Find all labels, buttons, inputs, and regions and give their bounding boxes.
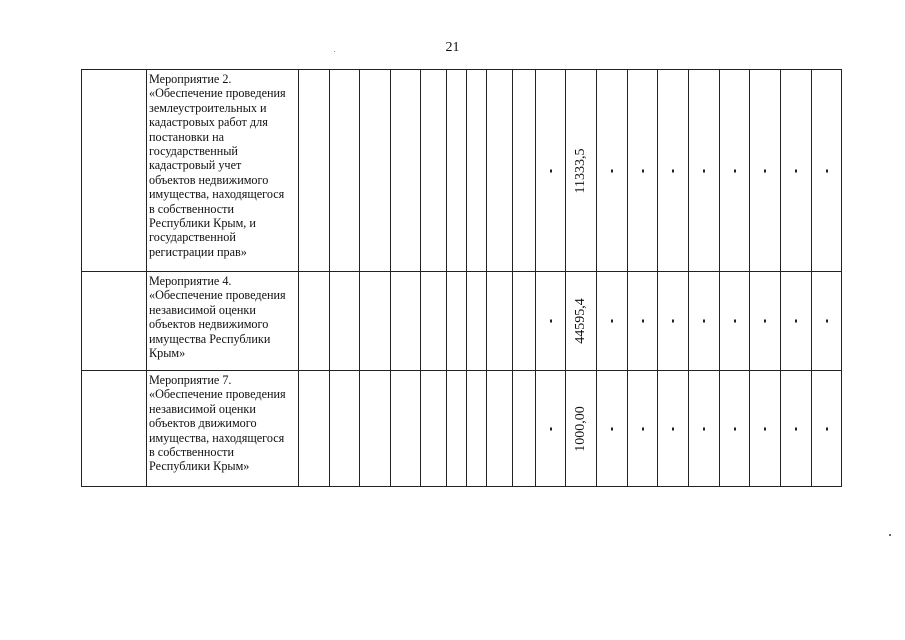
dash-cell	[750, 371, 781, 487]
scan-speck	[889, 534, 891, 536]
empty-cell	[467, 70, 487, 272]
empty-cell	[447, 371, 467, 487]
description-line: объектов недвижимого	[149, 317, 269, 332]
amount-value: 44595,4	[573, 298, 588, 344]
dash-mark	[550, 427, 552, 430]
dash-mark	[703, 169, 705, 172]
empty-cell	[487, 272, 513, 371]
empty-cell	[487, 371, 513, 487]
dash-mark	[672, 427, 674, 430]
page-number: 21	[445, 40, 460, 55]
description-line: Мероприятие 4.	[149, 274, 232, 288]
dash-mark	[642, 320, 644, 323]
empty-cell	[360, 70, 391, 272]
empty-cell	[330, 371, 360, 487]
budget-table	[81, 69, 842, 487]
empty-cell	[447, 272, 467, 371]
description-line: землеустроительных и	[149, 100, 267, 115]
dash-cell	[536, 70, 566, 272]
amount-cell	[566, 272, 597, 371]
dash-mark	[826, 427, 828, 430]
dash-cell	[720, 371, 750, 487]
dash-cell	[597, 272, 628, 371]
dash-mark	[826, 320, 828, 323]
amount-cell	[566, 70, 597, 272]
dash-cell	[536, 371, 566, 487]
description-line: государственной	[149, 230, 236, 245]
dash-cell	[628, 70, 658, 272]
amount-value: 1000,00	[573, 405, 588, 452]
dash-cell	[597, 371, 628, 487]
dash-mark	[795, 169, 797, 172]
dash-cell	[812, 272, 842, 371]
dash-mark	[611, 169, 613, 172]
empty-cell	[467, 272, 487, 371]
empty-cell	[299, 272, 330, 371]
description-line: в собственности	[149, 445, 235, 460]
dash-mark	[703, 427, 705, 430]
empty-cell	[467, 371, 487, 487]
dash-cell	[750, 272, 781, 371]
empty-cell	[299, 70, 330, 272]
dash-mark	[764, 320, 766, 323]
description-line: регистрации прав»	[149, 244, 247, 259]
table-row	[82, 272, 842, 371]
empty-cell	[513, 70, 536, 272]
dash-cell	[658, 272, 689, 371]
dash-mark	[611, 320, 613, 323]
description-line: независимой оценки	[149, 401, 256, 416]
dash-mark	[611, 427, 613, 430]
description-line: Мероприятие 7.	[149, 373, 232, 387]
dash-cell	[750, 70, 781, 272]
description-line: имущества Республики	[149, 331, 271, 346]
dash-mark	[703, 320, 705, 323]
amount-cell	[566, 371, 597, 487]
empty-cell	[330, 70, 360, 272]
description-line: имущества, находящегося	[149, 187, 285, 202]
dash-cell	[689, 272, 720, 371]
dash-cell	[720, 70, 750, 272]
dash-mark	[672, 320, 674, 323]
description-line: «Обеспечение проведения	[149, 288, 286, 303]
description-line: кадастровый учет	[149, 158, 242, 173]
dash-mark	[734, 320, 736, 323]
empty-cell	[391, 272, 421, 371]
table-row	[82, 70, 842, 272]
dash-cell	[781, 70, 812, 272]
dash-cell	[658, 371, 689, 487]
dash-cell	[781, 272, 812, 371]
dash-cell	[536, 272, 566, 371]
table-row	[82, 371, 842, 487]
description-line: кадастровых работ для	[149, 115, 268, 130]
empty-cell	[421, 371, 447, 487]
dash-mark	[795, 320, 797, 323]
description-line: Крым»	[149, 346, 186, 361]
dash-mark	[734, 169, 736, 172]
dash-cell	[597, 70, 628, 272]
description-line: Республики Крым»	[149, 459, 250, 474]
empty-cell	[391, 371, 421, 487]
dash-cell	[812, 371, 842, 487]
empty-cell	[391, 70, 421, 272]
description-line: Республики Крым, и	[149, 216, 256, 231]
description-line: «Обеспечение проведения	[149, 86, 286, 101]
empty-cell	[299, 371, 330, 487]
description-line: в собственности	[149, 201, 235, 216]
dash-cell	[689, 70, 720, 272]
description-line: независимой оценки	[149, 302, 256, 317]
dash-cell	[720, 272, 750, 371]
dash-mark	[795, 427, 797, 430]
dash-mark	[734, 427, 736, 430]
description-line: имущества, находящегося	[149, 430, 285, 445]
scan-speck	[334, 51, 335, 52]
amount-value: 11333,5	[573, 148, 588, 193]
dash-cell	[628, 371, 658, 487]
empty-cell	[360, 272, 391, 371]
description-line: «Обеспечение проведения	[149, 387, 286, 402]
dash-cell	[781, 371, 812, 487]
row-number-cell	[82, 272, 147, 371]
empty-cell	[421, 272, 447, 371]
dash-mark	[550, 320, 552, 323]
empty-cell	[421, 70, 447, 272]
empty-cell	[513, 272, 536, 371]
dash-mark	[642, 427, 644, 430]
row-number-cell	[82, 70, 147, 272]
activity-description-cell	[147, 371, 299, 487]
description-line: объектов движимого	[149, 416, 257, 431]
empty-cell	[487, 70, 513, 272]
activity-description-cell	[147, 70, 299, 272]
dash-mark	[764, 169, 766, 172]
dash-cell	[628, 272, 658, 371]
dash-cell	[689, 371, 720, 487]
empty-cell	[447, 70, 467, 272]
description-line: государственный	[149, 144, 238, 159]
dash-mark	[550, 169, 552, 172]
dash-cell	[812, 70, 842, 272]
dash-mark	[642, 169, 644, 172]
activity-description-cell	[147, 272, 299, 371]
dash-mark	[672, 169, 674, 172]
empty-cell	[360, 371, 391, 487]
dash-cell	[658, 70, 689, 272]
description-line: объектов недвижимого	[149, 172, 269, 187]
dash-mark	[764, 427, 766, 430]
description-line: Мероприятие 2.	[149, 72, 232, 86]
row-number-cell	[82, 371, 147, 487]
description-line: постановки на	[149, 129, 225, 144]
dash-mark	[826, 169, 828, 172]
empty-cell	[513, 371, 536, 487]
empty-cell	[330, 272, 360, 371]
